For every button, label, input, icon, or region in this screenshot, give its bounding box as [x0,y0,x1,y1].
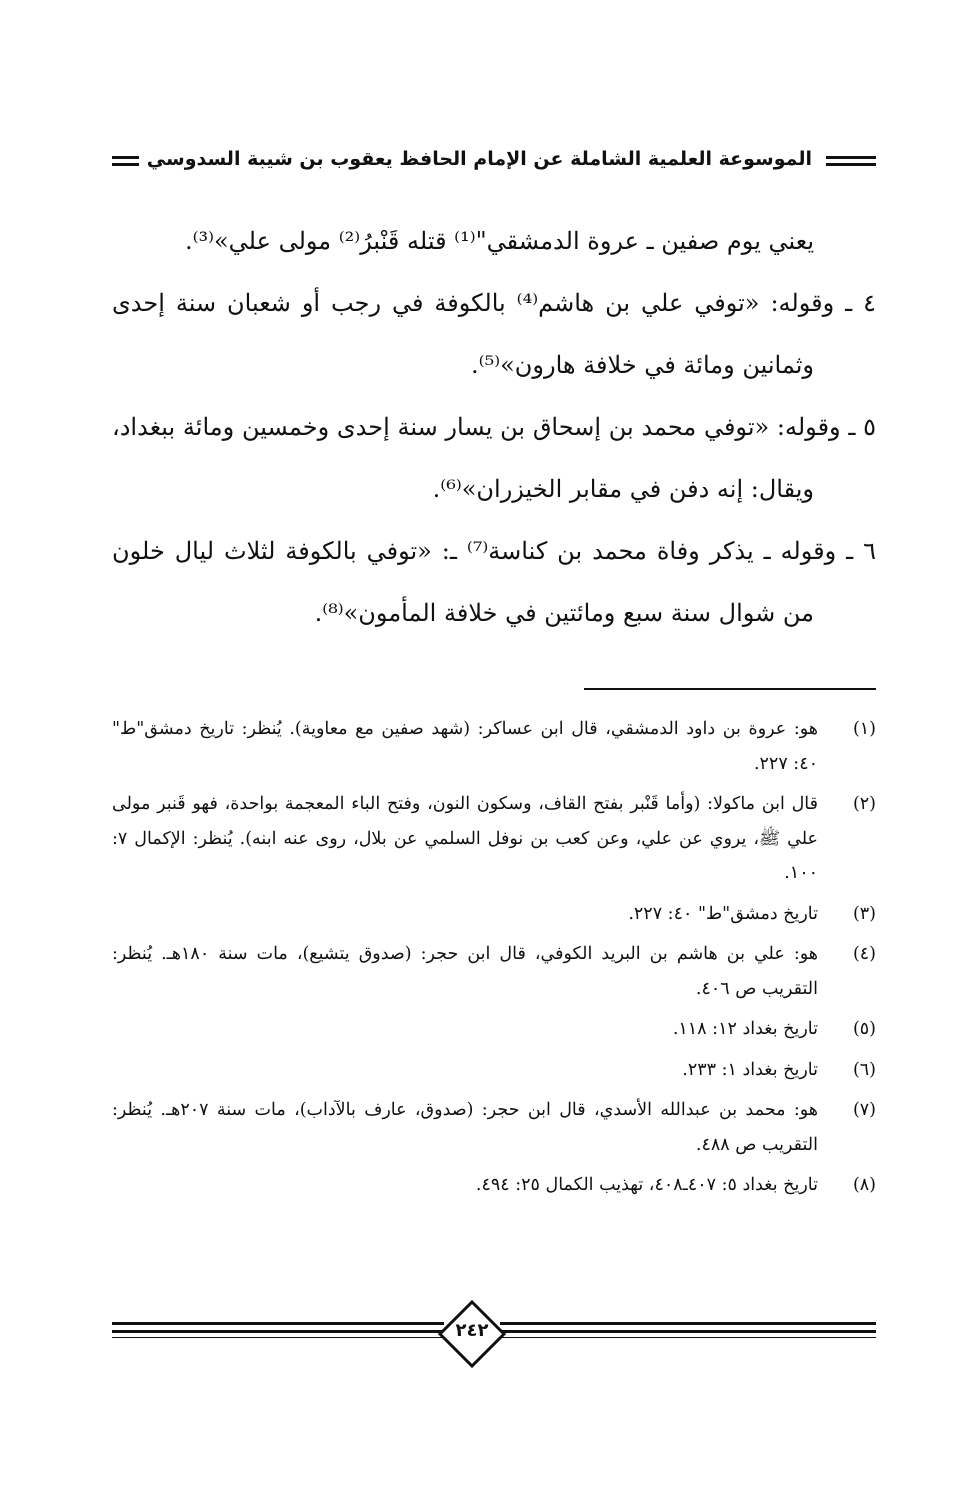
footnote-text: تاريخ بغداد ١٢: ١١٨. [672,1019,818,1039]
footnote-number: (٧) [852,1100,876,1120]
running-header [112,146,876,176]
footer-rule-left-bottom [112,1337,444,1338]
footer-rule-left-top [112,1322,444,1325]
footnote-number: (٢) [852,794,876,814]
footnote-text: تاريخ دمشق"ط" ٤٠: ٢٢٧. [628,903,818,924]
main-text [112,210,876,644]
header-rule-right-top [826,156,876,159]
header-rule-right-bottom [826,163,876,166]
footnote-4 [112,937,876,1006]
page-footer [112,1300,876,1370]
page-number: ٢٤٢ [455,1320,489,1341]
footnote-number: (٤) [852,944,876,964]
footer-rule-right-mid [500,1330,876,1333]
footnotes [112,712,876,1209]
footnote-text: قال ابن ماكولا: (وأما قَنْبر بفتح القاف، وسكون النون، وفتح الباء المعجمة بواحدة، فهو قَنبر مولى علي ﷺ، يروي عن علي، وعن كعب بن نوفل السلمي عن بلال، روى عنه ابنه). يُنظر: الإكمال ٧: ١٠٠. [112,794,818,883]
footer-rule-right-bottom [500,1337,876,1338]
footnote-number: (٦) [852,1059,876,1080]
footnote-1 [112,712,876,781]
footnote-8 [112,1168,876,1203]
footnote-2 [112,787,876,891]
paragraph-item-5: ٥ ـ وقوله: «توفي محمد بن إسحاق بن يسار سنة إحدى وخمسين ومائة ببغداد، ويقال: إنه دفن في مقابر الخيزران»⁽⁶⁾. [112,413,876,503]
footnote-number: (١) [852,719,876,739]
footnote-text: تاريخ بغداد ١: ٢٣٣. [682,1059,818,1080]
footnote-separator [584,688,876,690]
footnote-number: (٣) [852,903,876,924]
page-number-diamond [438,1300,506,1368]
footnote-number: (٥) [852,1019,876,1039]
header-title: الموسوعة العلمية الشاملة عن الإمام الحافظ يعقوب بن شيبة السدوسي [139,148,820,170]
paragraph-item-4: ٤ ـ وقوله: «توفي علي بن هاشم⁽⁴⁾ بالكوفة في رجب أو شعبان سنة إحدى وثمانين ومائة في خلافة هارون»⁽⁵⁾. [112,289,877,379]
footnote-5 [112,1012,876,1047]
footnote-6 [112,1053,876,1088]
footer-rule-right-top [500,1322,876,1325]
footnote-3 [112,897,876,932]
footnote-number: (٨) [852,1175,876,1195]
footer-rule-left-mid [112,1330,444,1333]
footnote-text: تاريخ بغداد ٥: ٤٠٧ـ٤٠٨، تهذيب الكمال ٢٥: ٤٩٤. [475,1175,818,1195]
footnote-7 [112,1093,876,1162]
footnote-text: هو: عروة بن داود الدمشقي، قال ابن عساكر: (شهد صفين مع معاوية). يُنظر: تاريخ دمشق"ط" ٤٠: ٢٢٧. [112,719,818,774]
footnote-text: هو: محمد بن عبدالله الأسدي، قال ابن حجر: (صدوق، عارف بالآداب)، مات سنة ٢٠٧هـ. يُنظر: التقريب ص ٤٨٨. [112,1100,818,1155]
footnote-text: هو: علي بن هاشم بن البريد الكوفي، قال ابن حجر: (صدوق يتشيع)، مات سنة ١٨٠هـ. يُنظر: التقريب ص ٤٠٦. [112,944,818,999]
paragraph-item-6: ٦ ـ وقوله ـ يذكر وفاة محمد بن كناسة⁽⁷⁾ ـ: «توفي بالكوفة لثلاث ليال خلون من شوال سنة سبع ومائتين في خلافة المأمون»⁽⁸⁾. [112,537,877,627]
paragraph-continuation: يعني يوم صفين ـ عروة الدمشقي"⁽¹⁾ قتله قَنْبرُ⁽²⁾ مولى علي»⁽³⁾. [184,227,814,255]
